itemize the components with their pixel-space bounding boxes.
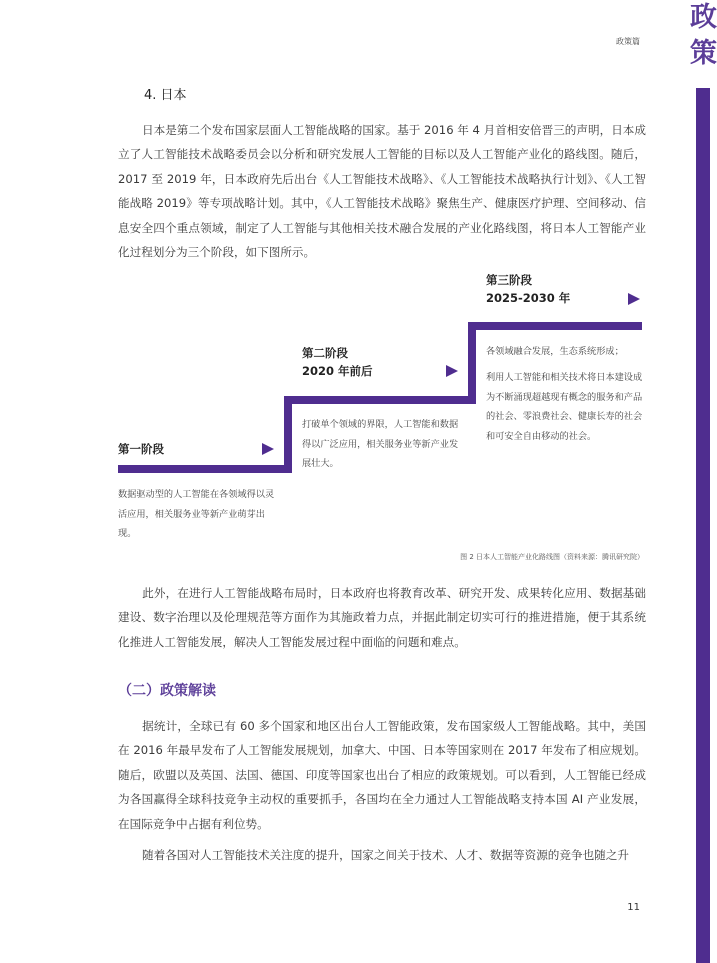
stage2-desc: 打破单个领域的界限，人工智能和数据得以广泛应用，相关服务业等新产业发展壮大。 <box>302 419 459 469</box>
stage3-desc-2: 利用人工智能和相关技术将日本建设成为不断涌现超越现有概念的服务和产品的社会、零浪费社会、健康长寿的社会和可安全自由移动的社会。 <box>486 372 643 442</box>
paragraph-text: 随着各国对人工智能技术关注度的提升，国家之间关于技术、人才、数据等资源的竞争也随之升 <box>142 848 629 862</box>
stage2-arrow-icon <box>446 365 458 377</box>
paragraph-text: 此外，在进行人工智能战略布局时，日本政府也将教育改革、研究开发、成果转化应用、数据基础建设、数字治理以及伦理规范等方面作为其施政着力点，并据此制定切实可行的推进措施，便于其系统化推进人工智能发展，解决人工智能发展过程中面临的问题和难点。 <box>118 586 646 649</box>
stage2-title: 第二阶段 <box>302 346 348 360</box>
stage3-arrow-icon <box>628 293 640 305</box>
figure-caption: 图 2 日本人工智能产业化路线图（资料来源：腾讯研究院） <box>460 553 644 561</box>
paragraph-japan-measures <box>118 581 646 654</box>
stage3-desc-1: 各领域融合发展，生态系统形成； <box>486 346 624 357</box>
paragraph-global-policy <box>118 714 646 836</box>
paragraph-competition <box>118 843 646 867</box>
stage3-title: 第三阶段 <box>486 273 532 287</box>
stage1-arrow-icon <box>262 443 274 455</box>
subsection-heading: 4. 日本 <box>144 88 187 103</box>
stage1-title: 第一阶段 <box>118 442 164 456</box>
side-section-title: 政策 <box>690 2 717 69</box>
page-number: 11 <box>627 902 640 913</box>
stage3-year: 2025-2030 年 <box>486 291 571 305</box>
paragraph-text: 日本是第二个发布国家层面人工智能战略的国家。基于 2016 年 4 月首相安倍晋三的声明，日本成立了人工智能技术战略委员会以分析和研究发展人工智能的目标以及人工智能产业化的路线图。随后，2017 至 2019 年，日本政府先后出台《人工智能技术战略》、《人工智能技术战略执行计划》、《人工智能战略 2019》等专项战略计划。其中，《人工智能技术战略》聚焦生产、健康医疗护理、空间移动、信息安全四个重点领域，制定了人工智能与其他相关技术融合发展的产业化路线图，将日本人工智能产业化过程划分为三个阶段，如下图所示。 <box>118 123 646 260</box>
stage1-desc: 数据驱动型的人工智能在各领域得以灵活应用，相关服务业等新产业萌芽出现。 <box>118 489 275 539</box>
section-heading: （二）政策解读 <box>118 683 216 699</box>
paragraph-text: 据统计，全球已有 60 多个国家和地区出台人工智能政策，发布国家级人工智能战略。其中，美国在 2016 年最早发布了人工智能发展规划，加拿大、中国、日本等国家则在 2017 年发布了相应规划。随后，欧盟以及英国、法国、德国、印度等国家也出台了相应的政策规划。可以看到，人工智能已经成为各国赢得全球科技竞争主动权的重要抓手，各国均在全力通过人工智能战略支持本国 AI 产业发展，在国际竞争中占据有利位势。 <box>118 719 646 831</box>
stage2-year: 2020 年前后 <box>302 364 373 378</box>
section-label: 政策篇 <box>616 37 640 46</box>
